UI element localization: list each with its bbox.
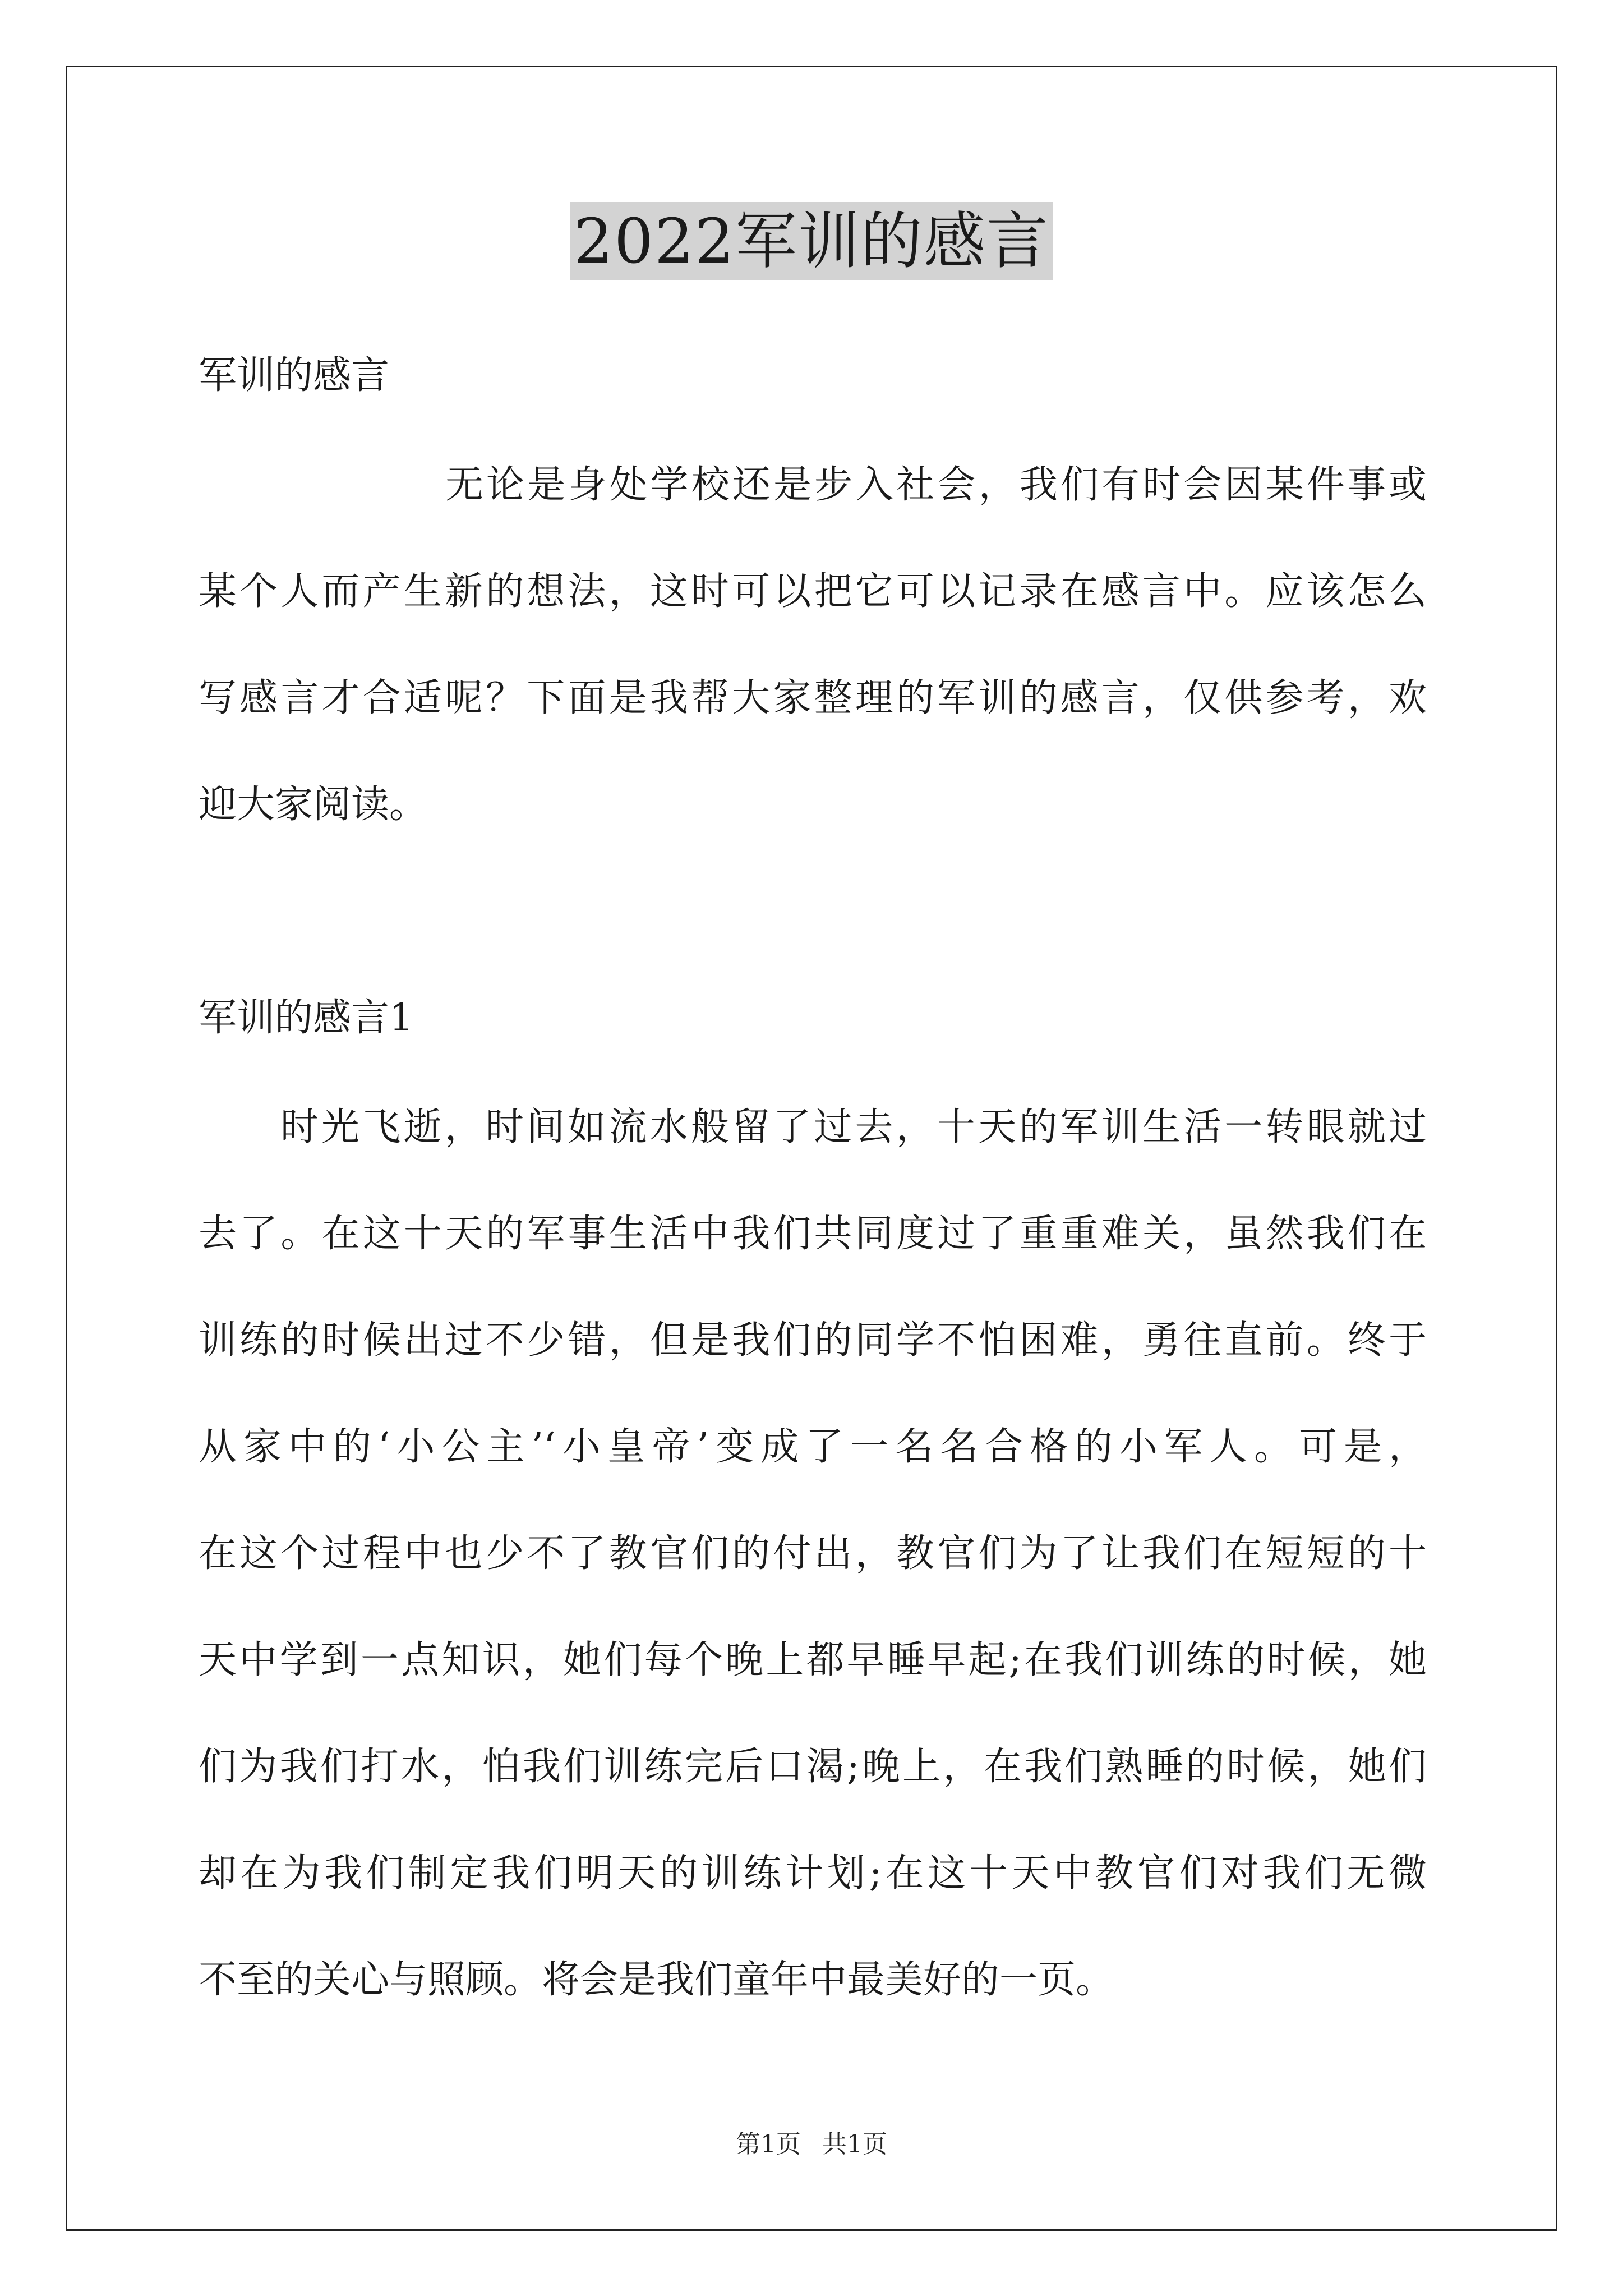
intro-line-1: 无论是身处学校还是步入社会，我们有时会因某件事或 [445,463,1427,507]
section1-line-6: 天中学到一点知识，她们每个晚上都早睡早起;在我们训练的时候，她 [199,1638,1427,1682]
intro-line-3: 写感言才合适呢？下面是我帮大家整理的军训的感言，仅供参考，欢 [199,676,1427,720]
page-total: 共1页 [822,2130,887,2159]
section1-line-7: 们为我们打水，怕我们训练完后口渴;晚上，在我们熟睡的时候，她们 [199,1745,1427,1789]
title-container [0,202,1623,280]
section1-line-2: 去了。在这十天的军事生活中我们共同度过了重重难关，虽然我们在 [199,1212,1427,1256]
section1-line-4: 从家中的‘小公主’‘小皇帝’变成了一名名合格的小军人。可是， [199,1425,1427,1469]
page-number: 第1页 [736,2130,801,2159]
section1-line-9: 不至的关心与照顾。将会是我们童年中最美好的一页。 [199,1958,1114,2002]
intro-line-2: 某个人而产生新的想法，这时可以把它可以记录在感言中。应该怎么 [199,569,1427,614]
section1-line-3: 训练的时候出过不少错，但是我们的同学不怕困难，勇往直前。终于 [199,1318,1427,1363]
page-footer [0,2129,1623,2160]
intro-line-4: 迎大家阅读。 [199,783,428,827]
section1-heading: 军训的感言1 [199,996,414,1040]
document-title: 2022军训的感言 [570,202,1053,280]
section1-line-1: 时光飞逝，时间如流水般留了过去，十天的军训生活一转眼就过 [280,1105,1427,1149]
intro-heading: 军训的感言 [199,353,390,398]
section1-line-5: 在这个过程中也少不了教官们的付出，教官们为了让我们在短短的十 [199,1531,1427,1576]
section1-line-8: 却在为我们制定我们明天的训练计划;在这十天中教官们对我们无微 [199,1851,1427,1895]
